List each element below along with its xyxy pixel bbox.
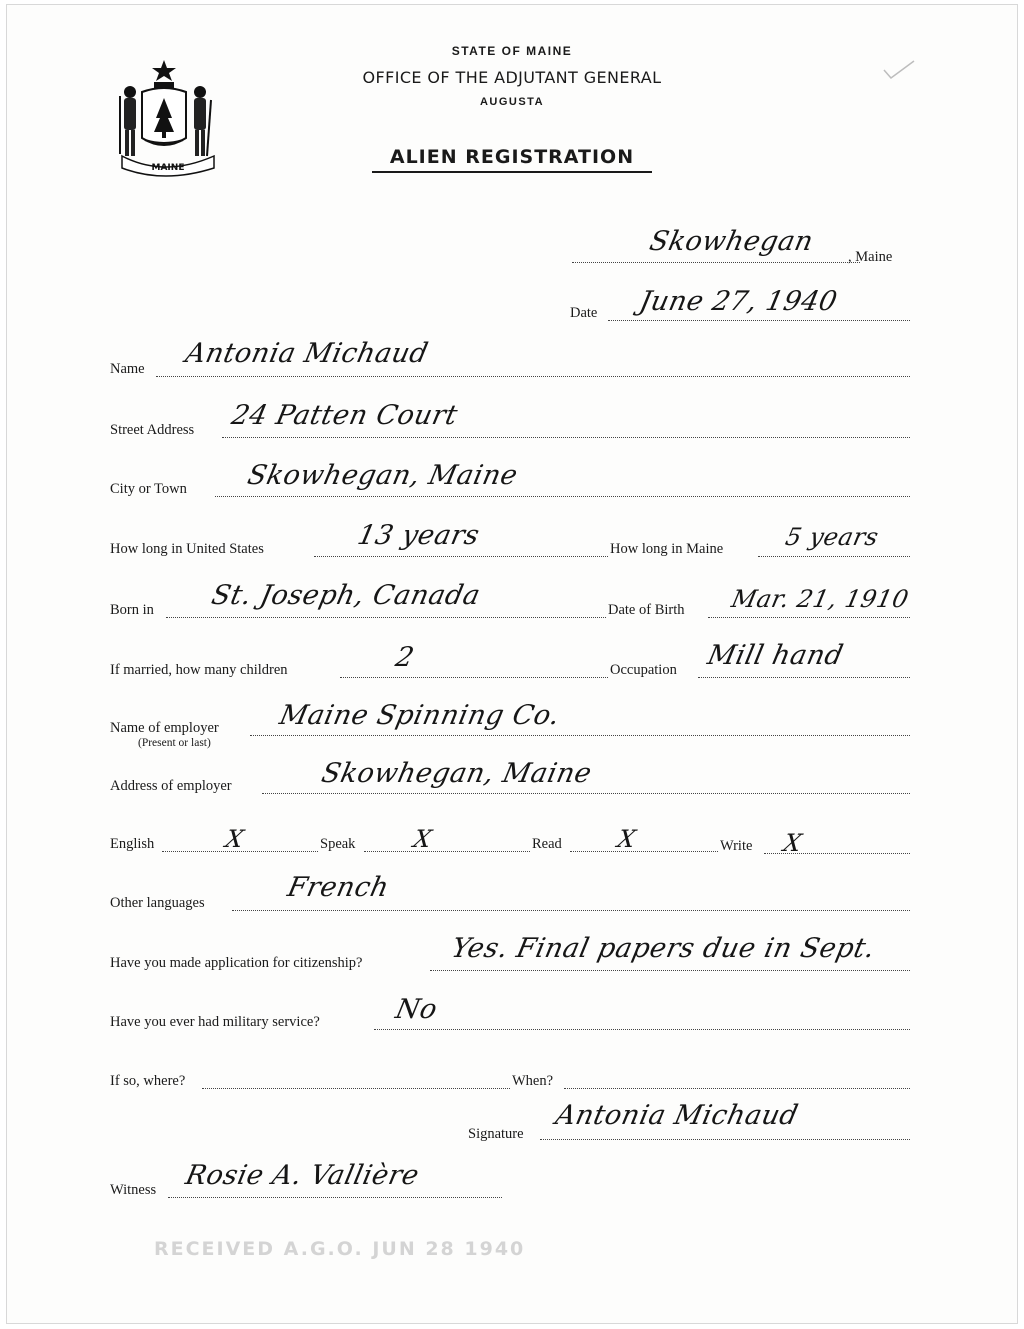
write-value: X [781,829,805,857]
speak-line [364,851,530,852]
employer-address-value: Skowhegan, Maine [318,758,595,789]
how-long-us-value: 13 years [354,520,483,551]
received-stamp: RECEIVED A.G.O. JUN 28 1940 [154,1238,526,1260]
if-so-where-label: If so, where? [110,1073,186,1089]
born-in-value: St. Joseph, Canada [208,580,484,611]
place-value: Skowhegan [646,226,817,257]
employer-name-value: Maine Spinning Co. [276,700,563,731]
employer-name-line [250,735,910,736]
witness-label: Witness [110,1182,157,1198]
how-long-us-label: How long in United States [110,541,264,557]
date-of-birth-label: Date of Birth [608,602,685,618]
header-city: AUGUSTA [479,96,545,108]
when-line [564,1088,910,1089]
witness-value: Rosie A. Vallière [182,1160,422,1191]
children-label: If married, how many children [110,662,288,678]
citizenship-line [430,970,910,971]
city-line [215,496,910,497]
name-line [156,376,910,377]
military-line [374,1029,910,1030]
form-title: ALIEN REGISTRATION [389,146,635,168]
city-label: City or Town [110,481,187,497]
employer-address-label: Address of employer [110,778,232,794]
street-address-value: 24 Patten Court [228,400,461,431]
occupation-value: Mill hand [704,640,847,671]
write-label: Write [720,838,753,854]
signature-value: Antonia Michaud [552,1100,802,1131]
date-of-birth-value: Mar. 21, 1910 [729,585,912,613]
if-so-where-line [202,1088,510,1089]
english-label: English [110,836,155,852]
title-underline [372,171,652,173]
born-in-line [166,617,606,618]
signature-label: Signature [468,1126,524,1142]
street-address-line [222,437,910,438]
employer-name-sublabel: (Present or last) [138,737,211,749]
citizenship-value: Yes. Final papers due in Sept. [448,933,878,964]
how-long-maine-label: How long in Maine [610,541,724,557]
children-line [340,677,608,678]
signature-line [540,1139,910,1140]
place-label: , Maine [848,249,893,265]
occupation-line [698,677,910,678]
occupation-label: Occupation [610,662,677,678]
speak-value: X [411,825,435,853]
city-value: Skowhegan, Maine [244,460,521,491]
how-long-us-line [314,556,608,557]
date-value: June 27, 1940 [636,286,841,317]
place-line [572,262,860,263]
seal-ribbon-text: MAINE [151,163,185,173]
how-long-maine-line [758,556,910,557]
header-office: OFFICE OF THE ADJUTANT GENERAL [362,68,662,87]
citizenship-label: Have you made application for citizenship? [110,955,363,971]
born-in-label: Born in [110,602,154,618]
english-value: X [223,825,247,853]
military-label: Have you ever had military service? [110,1014,320,1030]
how-long-maine-value: 5 years [783,523,882,551]
employer-address-line [262,793,910,794]
other-languages-label: Other languages [110,895,205,911]
name-label: Name [110,361,145,377]
speak-label: Speak [320,836,356,852]
header-state: STATE OF MAINE [451,44,573,58]
name-value: Antonia Michaud [182,338,432,369]
read-value: X [615,825,639,853]
children-value: 2 [392,642,417,673]
read-label: Read [532,836,562,852]
street-address-label: Street Address [110,422,195,438]
employer-name-label: Name of employer [110,720,219,736]
read-line [570,851,718,852]
military-value: No [392,994,441,1025]
when-label: When? [512,1073,554,1089]
other-languages-value: French [284,872,392,903]
date-of-birth-line [708,617,910,618]
date-line [608,320,910,321]
other-languages-line [232,910,910,911]
witness-line [168,1197,502,1198]
date-label: Date [570,305,598,321]
